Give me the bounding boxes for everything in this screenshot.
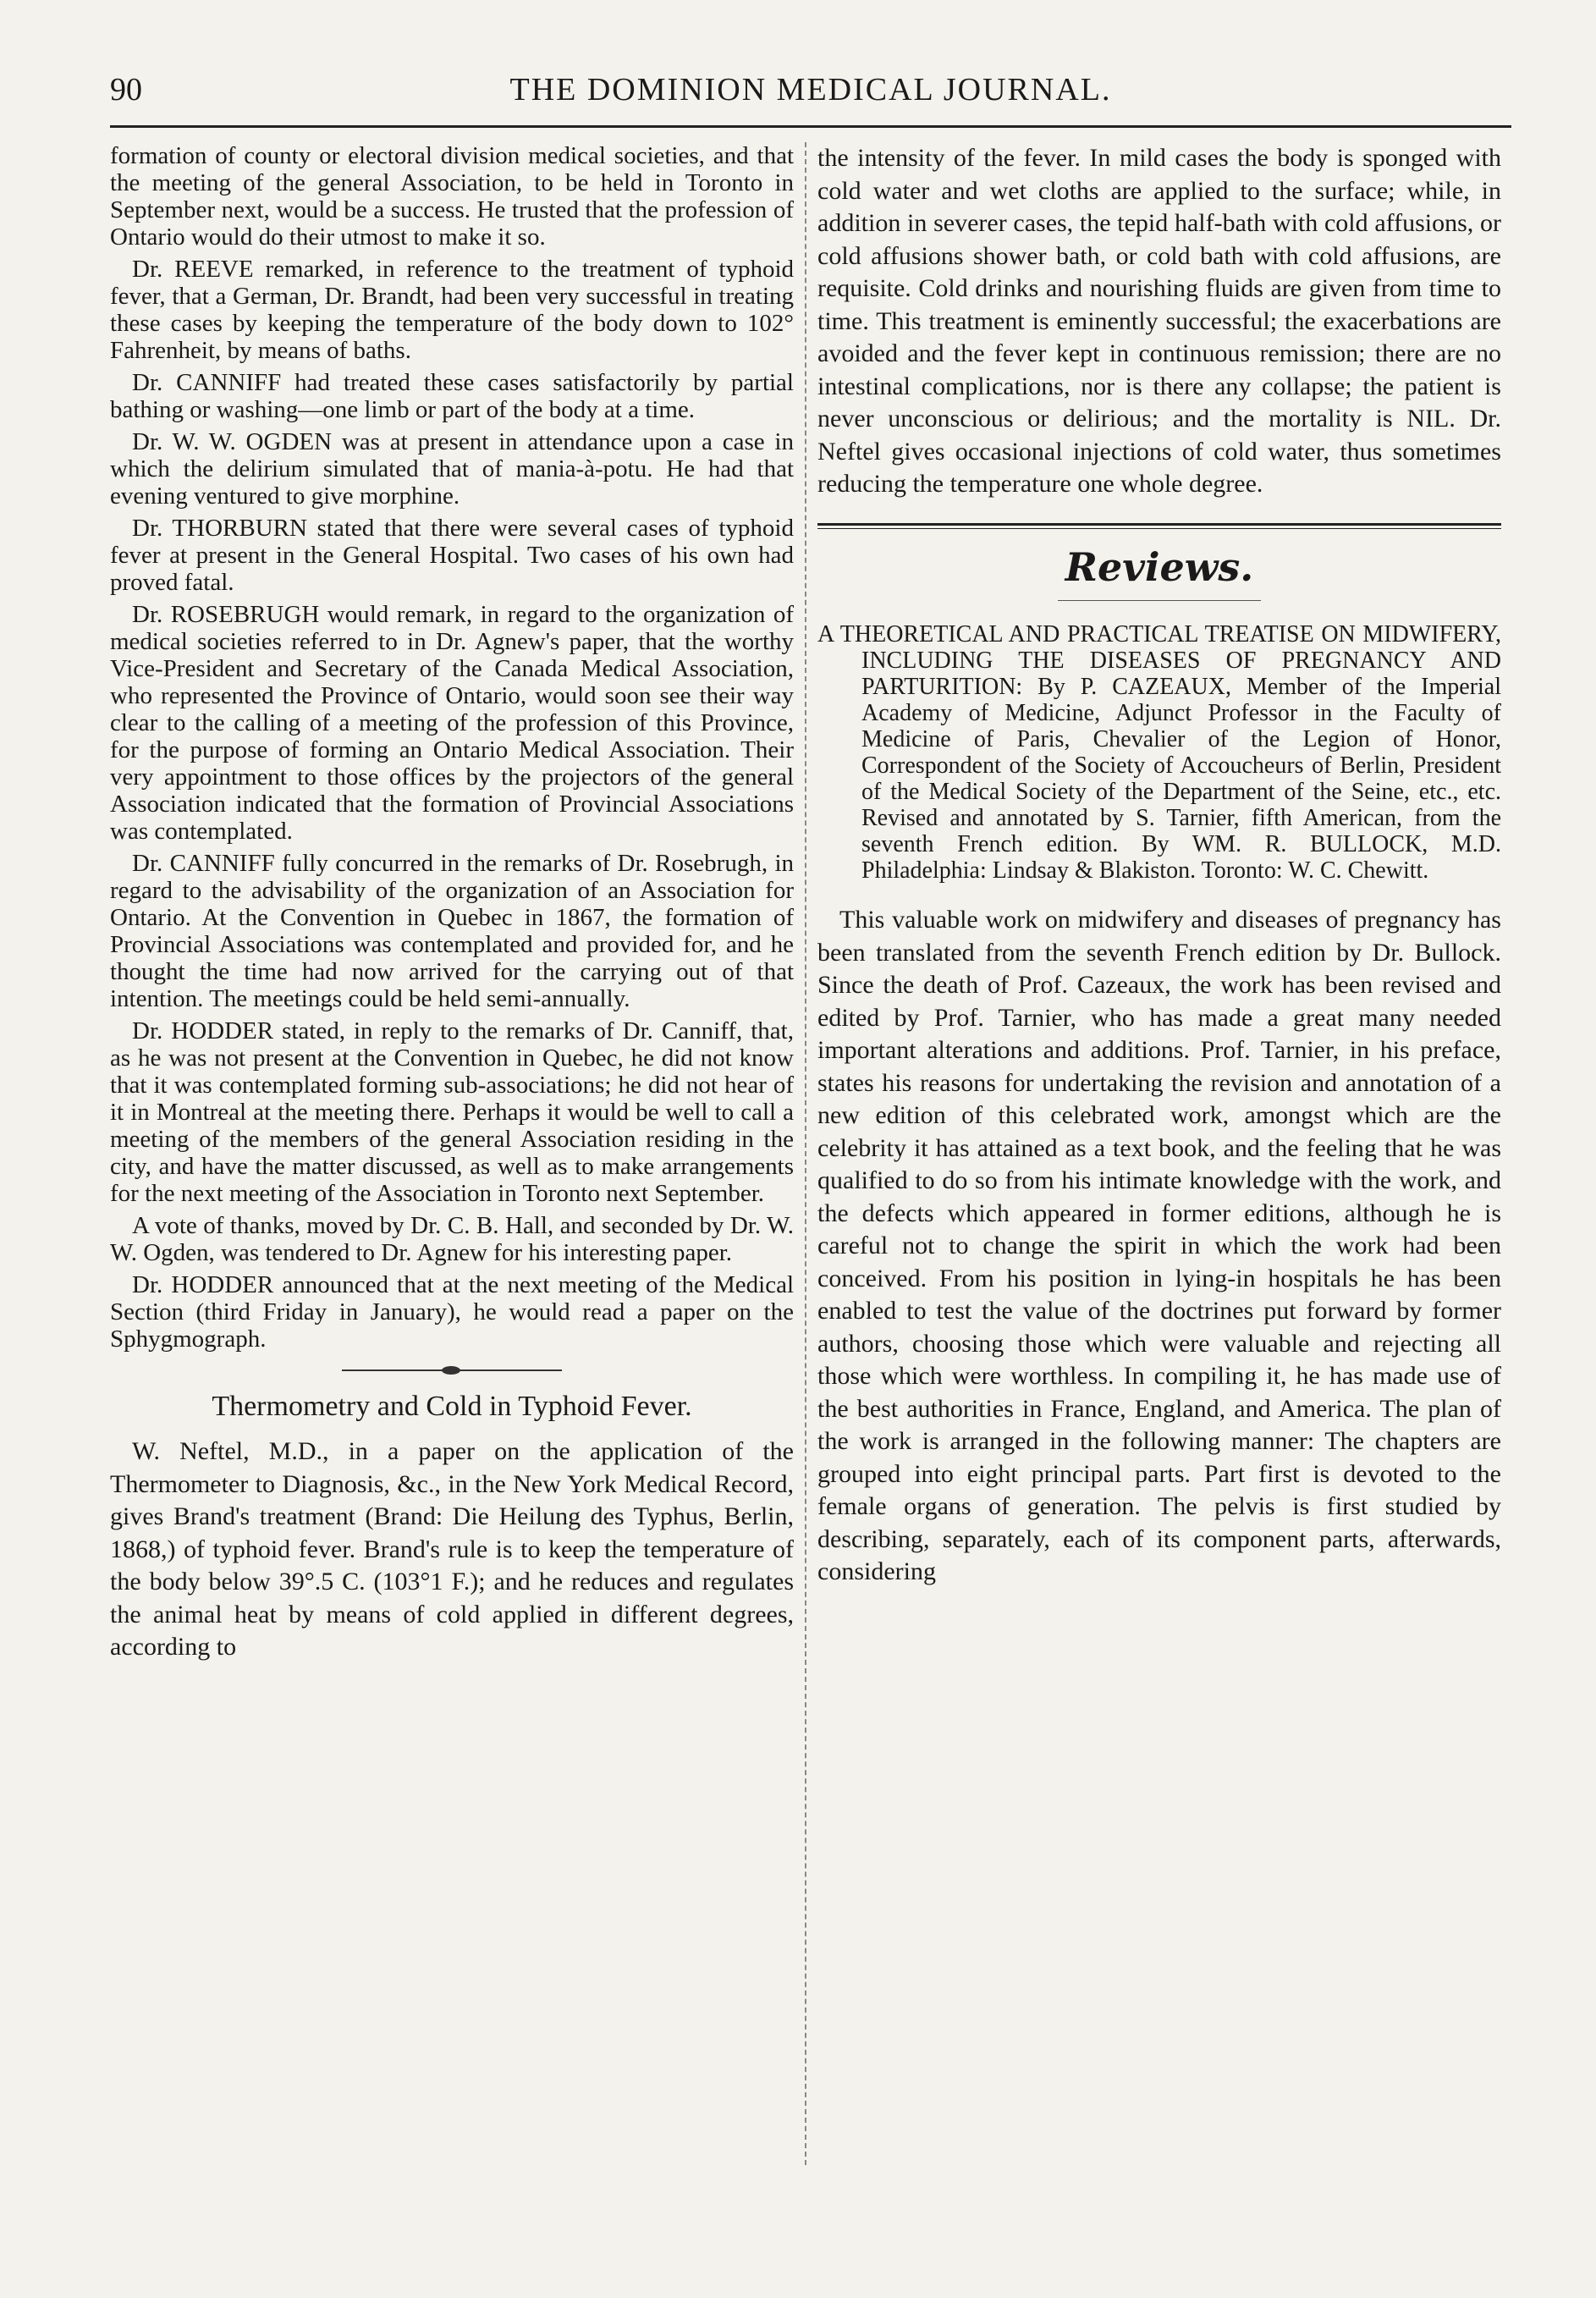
paragraph: This valuable work on midwifery and diseases of pregnancy has been translated from the seventh French edition by Dr. Bullock. Since the death of Prof. Cazeaux, the work has been revised and edited by Prof. Tarnier, who has made a great many needed important alterations and additions. Prof. Tarnier, in his preface, states his reasons for undertaking the revision and annotation of a new edition of this celebrated work, amongst which are the celebrity it has attained as a text book, and the feeling that he was qualified to do so from his intimate knowledge with the work, and the defects which appeared in former editions, although he is careful not to change the spirit in which the work had been conceived. From his position in lying-in hospitals he has been enabled to test the value of the doctrines put forward by former authors, choosing those which were valuable and rejecting all those which were worthless. In compiling it, he has made use of the best authorities in France, England, and America. The plan of the work is arranged in the following manner: The chapters are grouped into eight principal parts. Part first is devoted to the female organs of generation. The pelvis is first studied by describing, separately, each of its component parts, afterwards, considering <box>817 906 1501 1585</box>
paragraph: Dr. ROSEBRUGH would remark, in regard to the organization of medical societies referred to in Dr. Agnew's paper, that the worthy Vice-President and Secretary of the Canada Medical Association, who represented the Province of Ontario, would soon see their way clear to the calling of a meeting of the profession of this Province, for the purpose of forming an Ontario Medical Association. Their very appointment to those offices by the projectors of the general Association indicated that the formation of Provincial Associations was contemplated. <box>110 601 794 845</box>
paragraph: Dr. HODDER stated, in reply to the remarks of Dr. Canniff, that, as he was not present at the Convention in Quebec, he did not know that it was contemplated forming sub-associations; he did not hear of it in Montreal at the meeting there. Perhaps it would be well to call a meeting of the members of the general Association residing in the city, and have the matter discussed, as well as to make arrangements for the next meeting of the Association in Toronto next September. <box>110 1017 794 1207</box>
section-heading: Thermometry and Cold in Typhoid Fever. <box>212 1391 692 1422</box>
paragraph: A vote of thanks, moved by Dr. C. B. Hall, and seconded by Dr. W. W. Ogden, was tendered to Dr. Agnew for his interesting paper. <box>110 1212 794 1266</box>
page-header <box>110 71 1511 113</box>
paragraph: Dr. HODDER announced that at the next meeting of the Medical Section (third Friday in January), he would read a paper on the Sphygmograph. <box>110 1271 794 1353</box>
paragraph: Dr. THORBURN stated that there were several cases of typhoid fever at present in the General Hospital. Two cases of his own had proved fatal. <box>110 515 794 596</box>
header-rule <box>110 125 1511 128</box>
paragraph: W. Neftel, M.D., in a paper on the application of the Thermometer to Diagnosis, &c., in the New York Medical Record, gives Brand's treatment (Brand: Die Heilung des Typhus, Berlin, 1868,) of typhoid fever. Brand's rule is to keep the temperature of the body below 39°.5 C. (103°1 F.); and he reduces and regulates the animal heat by means of cold applied in different degrees, according to <box>110 1437 794 1661</box>
paragraph: Dr. W. W. OGDEN was at present in attendance upon a case in which the delirium simulated that of mania-à-potu. He had that evening ventured to give morphine. <box>110 428 794 510</box>
review-citation: A THEORETICAL AND PRACTICAL TREATISE ON MIDWIFERY, INCLUDING THE DISEASES OF PREGNANCY AND PARTURITION: By P. CAZEAUX, Member of the Imperial Academy of Medicine, Adjunct Professor in the Faculty of Medicine of Paris, Chevalier of the Legion of Honor, Correspondent of the Society of Accoucheurs of Berlin, President of the Medical Society of the Department of the Seine, etc., etc. Revised and annotated by S. Tarnier, fifth American, from the seventh French edition. By WM. R. BULLOCK, M.D. Philadelphia: Lindsay & Blakiston. Toronto: W. C. Chewitt. <box>817 621 1501 884</box>
double-rule <box>817 523 1501 529</box>
section-separator <box>342 1369 562 1371</box>
right-column <box>817 142 1501 1589</box>
running-title: THE DOMINION MEDICAL JOURNAL. <box>509 72 1112 107</box>
paragraph: Dr. CANNIFF had treated these cases satisfactorily by partial bathing or washing—one limb or part of the body at a time. <box>110 369 794 423</box>
paragraph: Dr. REEVE remarked, in reference to the treatment of typhoid fever, that a German, Dr. Brandt, had been very successful in treating these cases by keeping the temperature of the body down to 102° Fahrenheit, by means of baths. <box>110 256 794 364</box>
page-number: 90 <box>110 72 142 107</box>
left-column <box>110 142 794 1664</box>
paragraph: formation of county or electoral division medical societies, and that the meeting of the general Association, to be held in Toronto in September next, would be a success. He trusted that the profession of Ontario would do their utmost to make it so. <box>110 142 794 251</box>
paragraph: the intensity of the fever. In mild cases the body is sponged with cold water and wet cloths are applied to the surface; while, in addition in severer cases, the tepid half-bath with cold affusions, or cold affusions shower bath, or cold bath with cold affusions, are requisite. Cold drinks and nourishing fluids are given from time to time. This treatment is eminently successful; the exacerbations are avoided and the fever kept in continuous remission; there are no intestinal complications, nor is there any collapse; the patient is never unconscious or delirious; and the mortality is NIL. Dr. Neftel gives occasional injections of cold water, thus sometimes reducing the temperature one whole degree. <box>817 144 1501 498</box>
reviews-heading: Reviews. <box>1065 543 1254 590</box>
column-divider <box>805 142 807 2165</box>
heading-rule <box>1058 600 1261 601</box>
paragraph: Dr. CANNIFF fully concurred in the remarks of Dr. Rosebrugh, in regard to the advisability of the organization of an Association for Ontario. At the Convention in Quebec in 1867, the formation of Provincial Associations was contemplated and provided for, and he thought the time had now arrived for the carrying out of that intention. The meetings could be held semi-annually. <box>110 850 794 1012</box>
